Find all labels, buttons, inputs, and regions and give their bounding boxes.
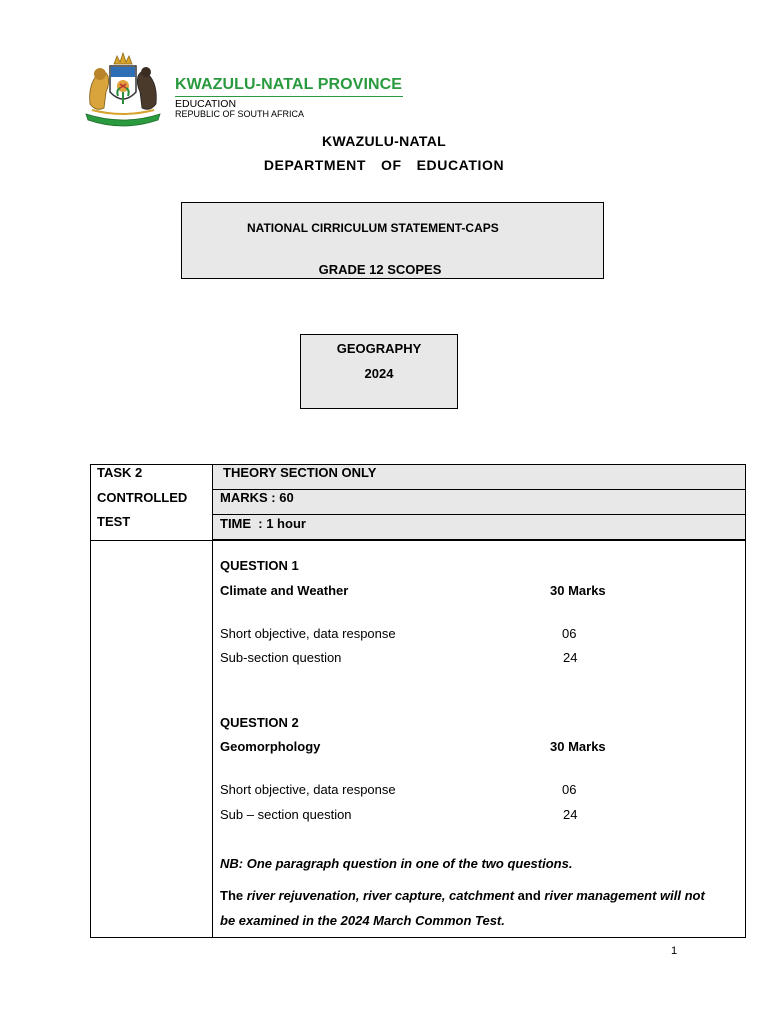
nb-note: NB: One paragraph question in one of the two questions. <box>220 856 573 871</box>
q1-row-value: 24 <box>563 650 578 665</box>
table-column-divider <box>212 464 213 938</box>
note-text-the: The <box>220 888 247 903</box>
question-1-marks: 30 Marks <box>550 583 606 598</box>
task-type-line2: TEST <box>97 514 131 529</box>
task-label: TASK 2 <box>97 465 143 480</box>
theory-section-label: THEORY SECTION ONLY <box>223 465 377 480</box>
question-1-heading: QUESTION 1 <box>220 558 299 573</box>
question-2-marks: 30 Marks <box>550 739 606 754</box>
department-title: DEPARTMENT OF EDUCATION <box>263 157 505 173</box>
coat-of-arms-logo <box>80 44 166 130</box>
exclusion-note-line2: be examined in the 2024 March Common Test. <box>220 913 505 928</box>
education-label: EDUCATION <box>175 98 237 110</box>
q2-row-label: Short objective, data response <box>220 782 396 797</box>
q2-row-label: Sub – section question <box>220 807 352 822</box>
province-title: KWAZULU-NATAL PROVINCE <box>175 76 403 93</box>
curriculum-statement: NATIONAL CIRRICULUM STATEMENT-CAPS <box>247 221 499 235</box>
q2-row-value: 24 <box>563 807 578 822</box>
question-1-topic: Climate and Weather <box>220 583 349 598</box>
q1-row-label: Short objective, data response <box>220 626 396 641</box>
note-excluded-topics: river rejuvenation, river capture, catchment <box>246 888 515 903</box>
grade-scopes: GRADE 12 SCOPES <box>318 262 442 277</box>
subject-year: 2024 <box>364 366 394 381</box>
q1-row-label: Sub-section question <box>220 650 342 665</box>
header-divider <box>175 96 403 97</box>
q2-row-value: 06 <box>562 782 577 797</box>
question-2-heading: QUESTION 2 <box>220 715 299 730</box>
subject-title: GEOGRAPHY <box>336 341 422 356</box>
kzn-title: KWAZULU-NATAL <box>322 133 446 149</box>
total-marks-label: MARKS : 60 <box>220 490 294 505</box>
exclusion-note-line1 <box>220 888 705 903</box>
page-number: 1 <box>671 945 678 957</box>
time-label: TIME : 1 hour <box>220 516 306 531</box>
table-row-divider <box>90 540 746 541</box>
republic-label: REPUBLIC OF SOUTH AFRICA <box>175 109 305 119</box>
note-river-management: river management will not <box>544 888 705 903</box>
task-type-line1: CONTROLLED <box>97 490 188 505</box>
question-2-topic: Geomorphology <box>220 739 321 754</box>
note-text-and: and <box>514 888 545 903</box>
q1-row-value: 06 <box>562 626 577 641</box>
